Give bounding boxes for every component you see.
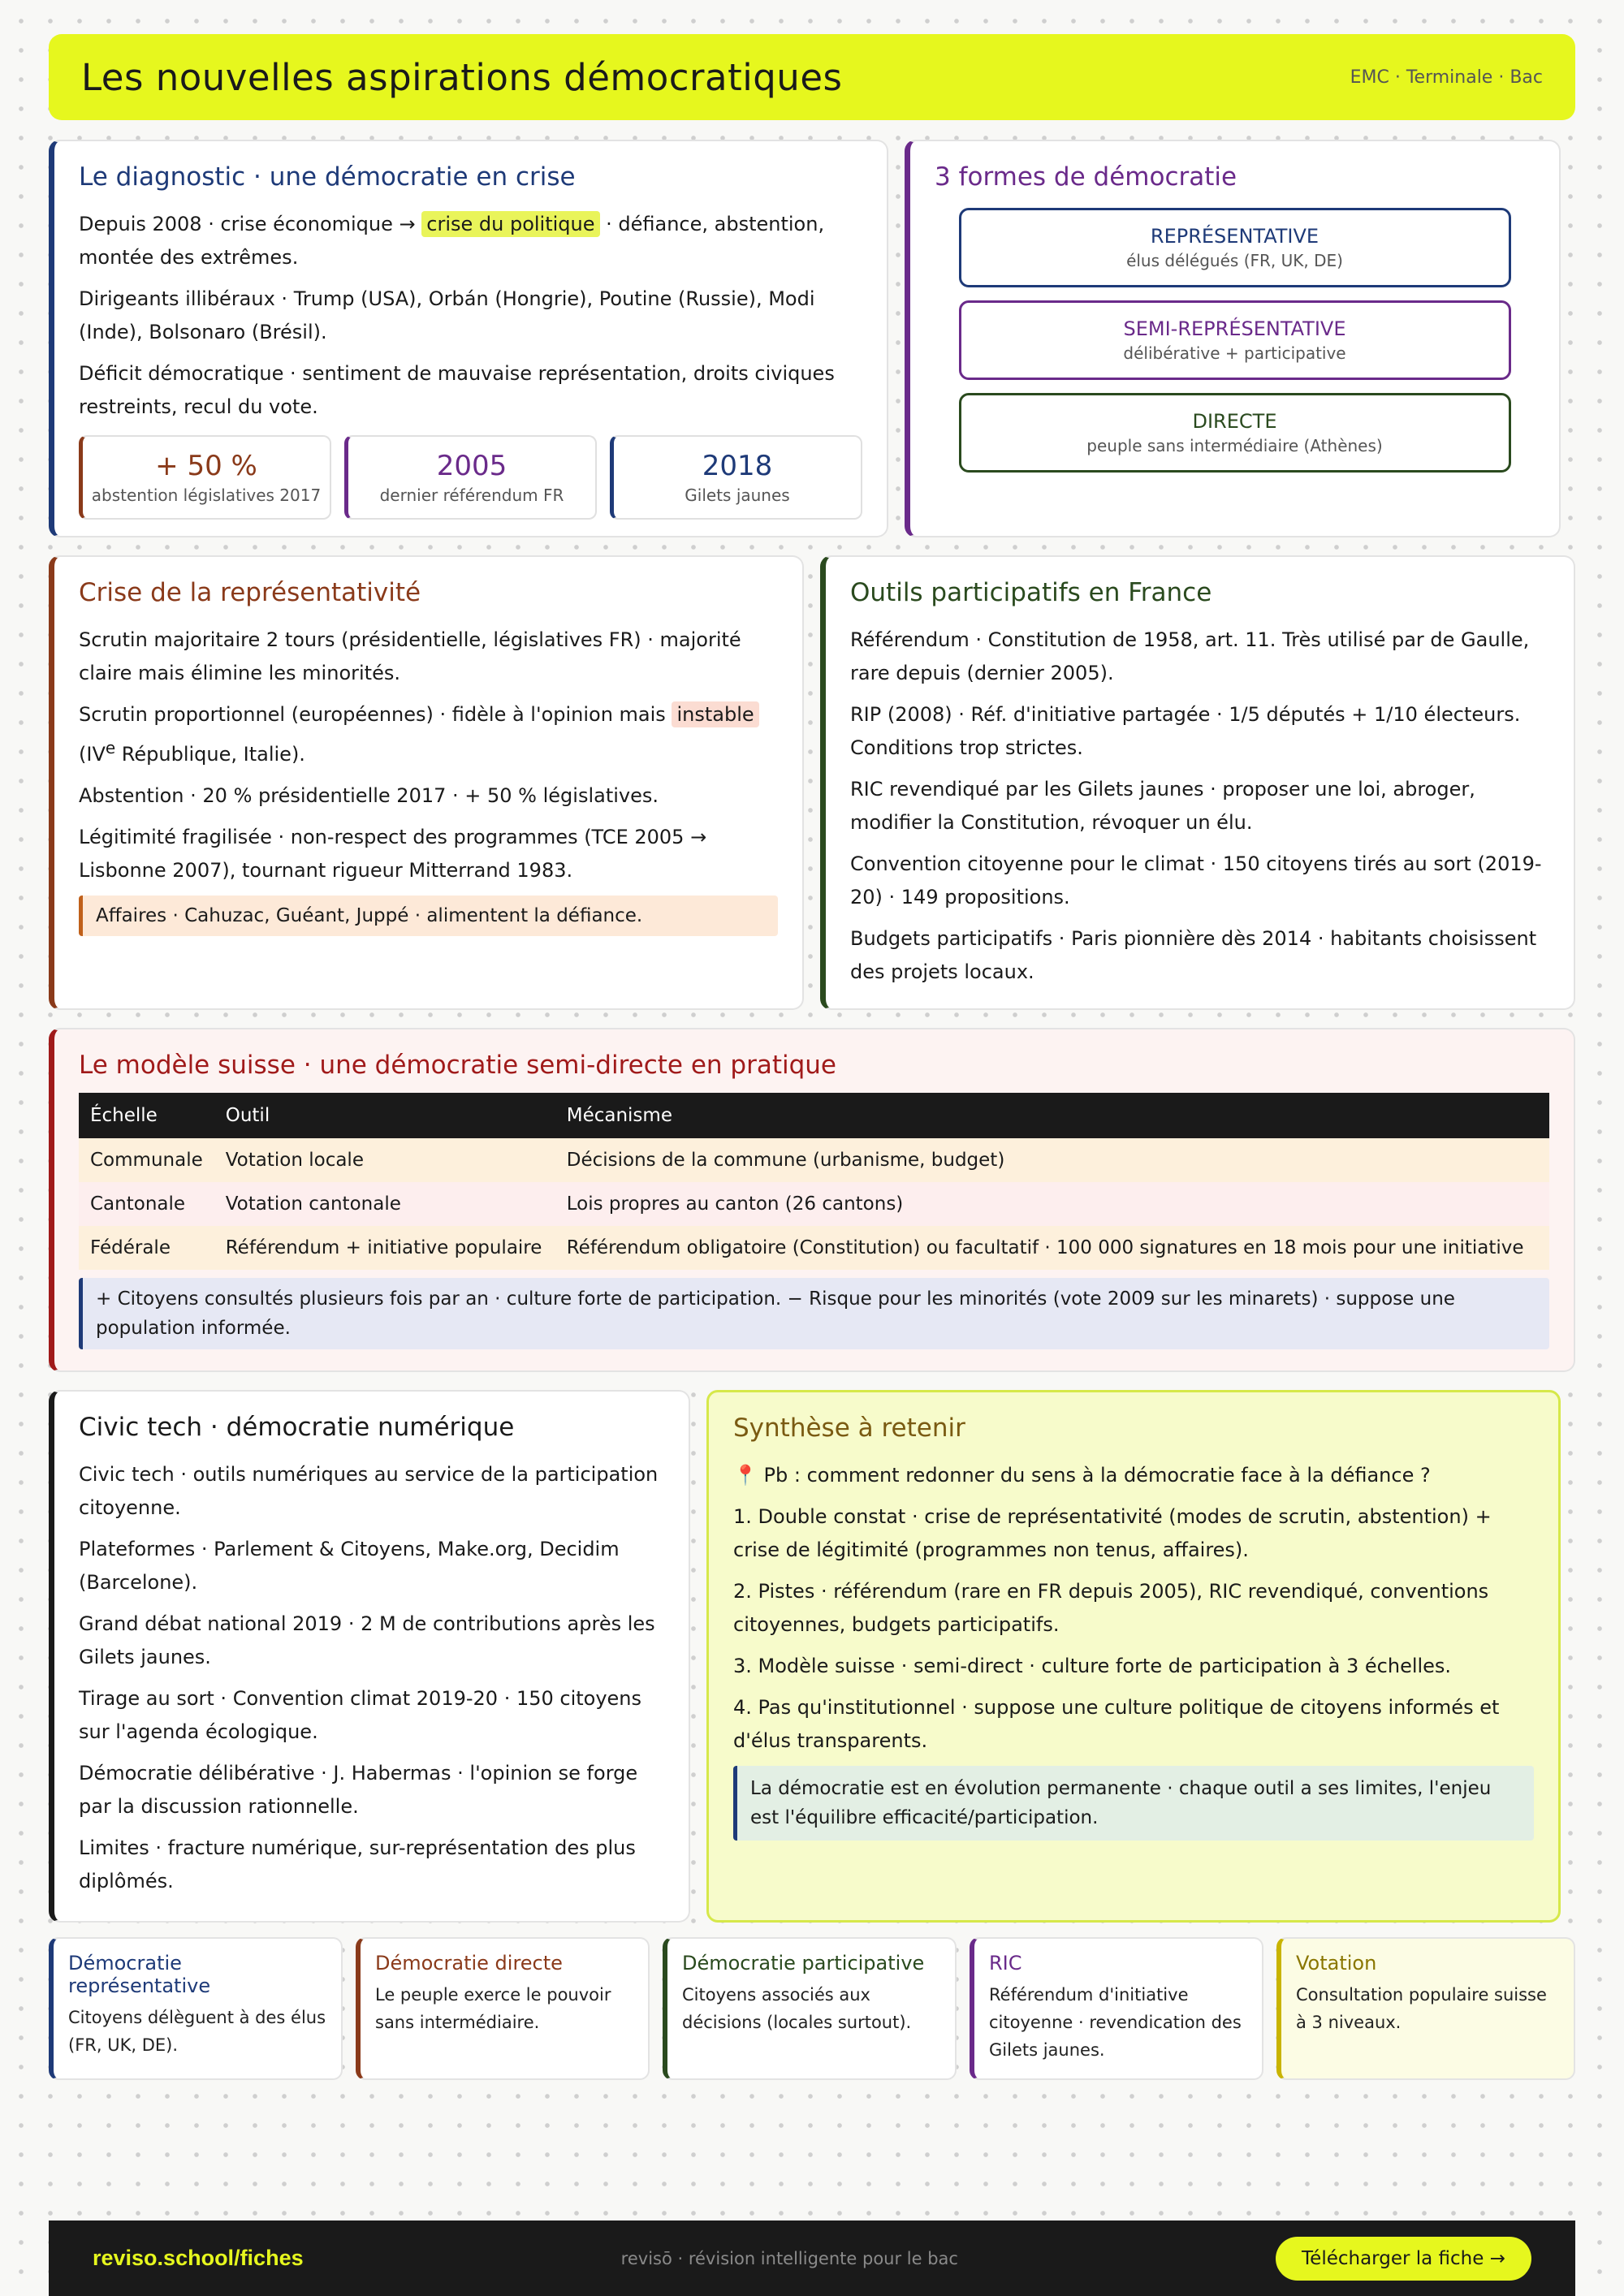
stat-label: dernier référendum FR [379, 486, 564, 505]
swiss-title: Le modèle suisse · une démocratie semi-directe en pratique [79, 1051, 836, 1080]
synthesis-card [706, 1390, 1561, 1923]
glossary-card [970, 1937, 1263, 2080]
civic-paragraph-1: Civic tech · outils numériques au service de la participation citoyenne. [79, 1463, 659, 1519]
stat-label: Gilets jaunes [685, 486, 790, 505]
civic-paragraph-2: Plateformes · Parlement & Citoyens, Make.org, Decidim (Barcelone). [79, 1538, 620, 1594]
glossary-term: RIC [989, 1952, 1022, 1974]
table-header: Outil [214, 1093, 555, 1138]
civic-title: Civic tech · démocratie numérique [79, 1413, 515, 1442]
table-cell: Votation cantonale [214, 1182, 555, 1226]
crisis-paragraph-2 [79, 698, 778, 771]
form-name: DIRECTE [1192, 410, 1277, 433]
page-header [49, 34, 1575, 120]
form-desc: délibérative + participative [1123, 343, 1346, 363]
glossary-term: Démocratie participative [682, 1952, 925, 1974]
stat-box [79, 435, 331, 520]
table-cell: Décisions de la commune (urbanisme, budget) [555, 1138, 1549, 1182]
brand-link[interactable]: reviso.school/fiches [93, 2246, 304, 2270]
diagnostic-paragraph-2: Dirigeants illibéraux · Trump (USA), Orbán (Hongrie), Poutine (Russie), Modi (Inde), Bolsonaro (Brésil). [79, 287, 815, 343]
glossary-definition: Citoyens délèguent à des élus (FR, UK, DE). [68, 2008, 326, 2055]
synthesis-point-3: 3. Modèle suisse · semi-direct · culture forte de participation à 3 échelles. [733, 1655, 1452, 1677]
table-header: Mécanisme [555, 1093, 1549, 1138]
tools-paragraph-5: Budgets participatifs · Paris pionnière dès 2014 · habitants choisissent des projets locaux. [850, 927, 1537, 983]
form-desc: élus délégués (FR, UK, DE) [1126, 251, 1343, 270]
table-row [79, 1226, 1549, 1270]
tools-card [820, 555, 1575, 1010]
civic-tech-card [49, 1390, 690, 1923]
header-meta: EMC · Terminale · Bac [1350, 67, 1543, 88]
stat-value: + 50 % [155, 450, 257, 482]
table-row [79, 1182, 1549, 1226]
diagnostic-paragraph-3: Déficit démocratique · sentiment de mauvaise représentation, droits civiques restreints, recul du vote. [79, 362, 835, 418]
table-cell: Communale [79, 1138, 214, 1182]
tools-paragraph-3: RIC revendiqué par les Gilets jaunes · proposer une loi, abroger, modifier la Constitution, révoquer un élu. [850, 778, 1475, 834]
page-footer [49, 2220, 1575, 2296]
crisis-title: Crise de la représentativité [79, 578, 421, 607]
tools-paragraph-2: RIP (2008) · Réf. d'initiative partagée · 1/5 députés + 1/10 électeurs. Conditions trop strictes. [850, 703, 1521, 759]
diagnostic-paragraph-1 [79, 208, 862, 274]
table-cell: Cantonale [79, 1182, 214, 1226]
tools-paragraph-1: Référendum · Constitution de 1958, art. 11. Très utilisé par de Gaulle, rare depuis (dernier 2005). [850, 628, 1530, 684]
forms-card [905, 140, 1561, 537]
form-name: SEMI-REPRÉSENTATIVE [1123, 317, 1346, 340]
glossary-card [663, 1937, 957, 2080]
download-button[interactable]: Télécharger la fiche → [1276, 2237, 1531, 2281]
stat-value: 2005 [436, 450, 508, 482]
form-box-semi-representative [959, 300, 1511, 380]
synthesis-note: La démocratie est en évolution permanente · chaque outil a ses limites, l'enjeu est l'équilibre efficacité/participation. [733, 1766, 1534, 1841]
text-segment: Scrutin proportionnel (européennes) · fidèle à l'opinion mais [79, 703, 672, 726]
swiss-card [49, 1028, 1575, 1372]
civic-paragraph-6: Limites · fracture numérique, sur-représentation des plus diplômés. [79, 1836, 636, 1892]
table-cell: Lois propres au canton (26 cantons) [555, 1182, 1549, 1226]
diagnostic-title: Le diagnostic · une démocratie en crise [79, 162, 576, 192]
glossary-card [356, 1937, 650, 2080]
table-header-row [79, 1093, 1549, 1138]
table-row [79, 1138, 1549, 1182]
crisis-note: Affaires · Cahuzac, Guéant, Juppé · alimentent la défiance. [79, 896, 778, 936]
table-header: Échelle [79, 1093, 214, 1138]
glossary-card [49, 1937, 343, 2080]
table-cell: Référendum obligatoire (Constitution) ou facultatif · 100 000 signatures en 18 mois pour une initiative [555, 1226, 1549, 1270]
stat-label: abstention législatives 2017 [91, 486, 322, 505]
synthesis-title: Synthèse à retenir [733, 1413, 965, 1443]
civic-paragraph-5: Démocratie délibérative · J. Habermas · l'opinion se forge par la discussion rationnelle. [79, 1762, 638, 1818]
form-desc: peuple sans intermédiaire (Athènes) [1086, 436, 1383, 455]
table-cell: Votation locale [214, 1138, 555, 1182]
stat-value: 2018 [702, 450, 773, 482]
text-segment: (IV [79, 743, 106, 766]
glossary-definition: Référendum d'initiative citoyenne · revendication des Gilets jaunes. [989, 1985, 1242, 2060]
superscript: e [105, 738, 116, 757]
stat-box [344, 435, 597, 520]
swiss-table [79, 1093, 1549, 1270]
form-box-representative [959, 208, 1511, 287]
table-cell: Fédérale [79, 1226, 214, 1270]
glossary-definition: Consultation populaire suisse à 3 niveaux. [1296, 1985, 1547, 2032]
glossary-card [1276, 1937, 1575, 2080]
crisis-paragraph-4: Légitimité fragilisée · non-respect des programmes (TCE 2005 → Lisbonne 2007), tournant rigueur Mitterrand 1983. [79, 826, 707, 882]
glossary-term: Démocratie représentative [68, 1952, 211, 1997]
form-name: REPRÉSENTATIVE [1150, 225, 1320, 248]
crisis-card [49, 555, 804, 1010]
synthesis-problem: 📍 Pb : comment redonner du sens à la démocratie face à la défiance ? [733, 1464, 1431, 1487]
diagnostic-card [49, 140, 888, 537]
synthesis-point-1: 1. Double constat · crise de représentativité (modes de scrutin, abstention) + crise de légitimité (programmes non tenus, affaires). [733, 1505, 1492, 1561]
form-box-direct [959, 393, 1511, 473]
tools-title: Outils participatifs en France [850, 578, 1212, 607]
forms-title: 3 formes de démocratie [935, 162, 1237, 192]
footer-tagline: revisō · révision intelligente pour le bac [620, 2248, 958, 2268]
page-title: Les nouvelles aspirations démocratiques [81, 55, 843, 99]
tools-paragraph-4: Convention citoyenne pour le climat · 150 citoyens tirés au sort (2019-20) · 149 propositions. [850, 852, 1542, 908]
synthesis-point-4: 4. Pas qu'institutionnel · suppose une culture politique de citoyens informés et d'élus transparents. [733, 1696, 1500, 1752]
crisis-paragraph-3: Abstention · 20 % présidentielle 2017 · + 50 % législatives. [79, 784, 659, 807]
table-cell: Référendum + initiative populaire [214, 1226, 555, 1270]
highlight: crise du politique [421, 211, 599, 237]
civic-paragraph-4: Tirage au sort · Convention climat 2019-20 · 150 citoyens sur l'agenda écologique. [79, 1687, 642, 1743]
text-segment: République, Italie). [115, 743, 305, 766]
civic-paragraph-3: Grand débat national 2019 · 2 M de contributions après les Gilets jaunes. [79, 1612, 655, 1668]
stats-row [79, 435, 862, 520]
glossary-definition: Citoyens associés aux décisions (locales surtout). [682, 1985, 912, 2032]
text-segment: Depuis 2008 · crise économique → [79, 213, 422, 235]
crisis-paragraph-1: Scrutin majoritaire 2 tours (présidentielle, législatives FR) · majorité claire mais élimine les minorités. [79, 628, 741, 684]
synthesis-point-2: 2. Pistes · référendum (rare en FR depuis 2005), RIC revendiqué, conventions citoyennes, budgets participatifs. [733, 1580, 1489, 1636]
highlight: instable [672, 701, 758, 727]
glossary-term: Démocratie directe [375, 1952, 563, 1974]
text-segment: · défiance, abstention, montée des extrêmes. [79, 213, 825, 269]
swiss-note: + Citoyens consultés plusieurs fois par an · culture forte de participation. − Risque pour les minorités (vote 2009 sur les minarets) · suppose une population informée. [79, 1278, 1549, 1349]
glossary-term: Votation [1296, 1952, 1377, 1974]
glossary-definition: Le peuple exerce le pouvoir sans intermédiaire. [375, 1985, 611, 2032]
stat-box [610, 435, 862, 520]
